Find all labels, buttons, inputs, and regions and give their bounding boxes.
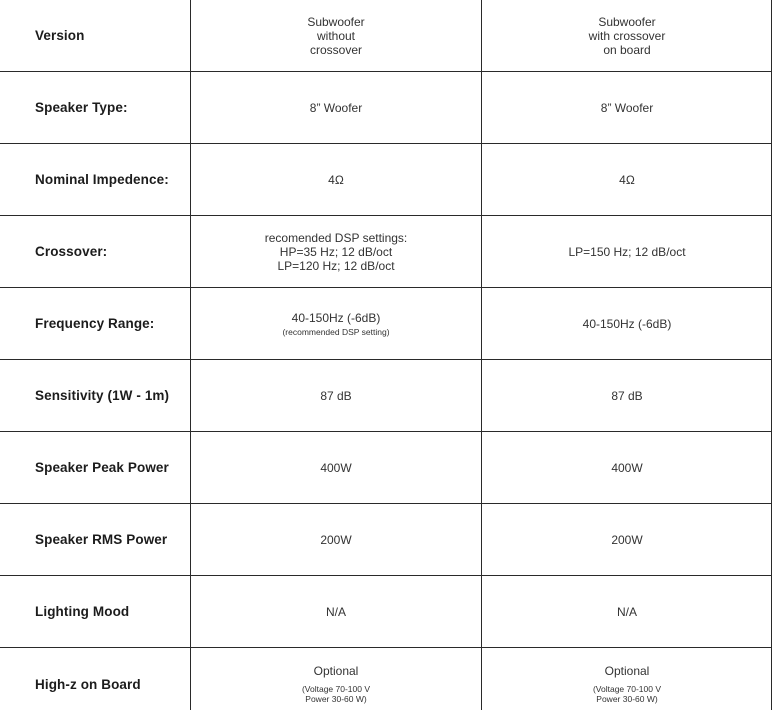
cell-with-crossover: N/A xyxy=(616,604,637,619)
row-label: Lighting Mood xyxy=(35,604,130,619)
row-label: Nominal Impedence: xyxy=(35,172,169,187)
column-divider xyxy=(481,0,482,710)
table-row-version xyxy=(0,0,772,72)
column-divider xyxy=(190,0,191,710)
cell-without-crossover: 8” Woofer xyxy=(309,100,363,115)
cell-with-crossover: Optional (Voltage 70-100 V Power 30-60 W) xyxy=(592,664,662,704)
row-label: Speaker Type: xyxy=(35,100,128,115)
cell-with-crossover: 40-150Hz (-6dB) xyxy=(582,316,672,331)
cell-with-crossover: LP=150 Hz; 12 dB/oct xyxy=(568,244,686,259)
power-note: Power 30-60 W) xyxy=(305,694,367,704)
table-row-sensitivity xyxy=(0,360,772,432)
cell-without-crossover: N/A xyxy=(325,604,346,619)
cell-with-crossover: 87 dB xyxy=(611,388,643,403)
cell-without-crossover: 4Ω xyxy=(328,172,344,187)
row-label: Crossover: xyxy=(35,244,108,259)
cell-without-crossover: 400W xyxy=(320,460,352,475)
table-row-peak-power xyxy=(0,432,772,504)
cell-without-crossover: recomended DSP settings: HP=35 Hz; 12 dB/oct LP=120 Hz; 12 dB/oct xyxy=(264,230,408,273)
voltage-note: (Voltage 70-100 V xyxy=(301,684,371,694)
dsp-note: (recommended DSP setting) xyxy=(282,326,390,337)
row-label: High-z on Board xyxy=(35,676,141,692)
table-row-crossover xyxy=(0,216,772,288)
cell-without-crossover: Subwoofer without crossover xyxy=(307,14,365,57)
row-label: Speaker RMS Power xyxy=(35,532,168,547)
table-row-frequency-range xyxy=(0,288,772,360)
cell-without-crossover: 200W xyxy=(320,532,352,547)
voltage-note: (Voltage 70-100 V xyxy=(592,684,662,694)
cell-without-crossover: 40-150Hz (-6dB) (recommended DSP setting) xyxy=(282,310,390,337)
table-row-high-z xyxy=(0,648,772,720)
row-label: Version xyxy=(35,28,85,43)
table-row-speaker-type xyxy=(0,72,772,144)
cell-with-crossover: 200W xyxy=(611,532,643,547)
power-note: Power 30-60 W) xyxy=(596,694,658,704)
row-label: Speaker Peak Power xyxy=(35,460,169,475)
cell-with-crossover: 4Ω xyxy=(619,172,635,187)
cell-without-crossover: Optional (Voltage 70-100 V Power 30-60 W) xyxy=(301,664,371,704)
cell-without-crossover: 87 dB xyxy=(320,388,352,403)
row-label: Frequency Range: xyxy=(35,316,155,331)
table-row-nominal-impedence xyxy=(0,144,772,216)
row-label: Sensitivity (1W - 1m) xyxy=(35,388,170,403)
table-row-lighting-mood xyxy=(0,576,772,648)
cell-with-crossover: 8” Woofer xyxy=(600,100,654,115)
cell-with-crossover: 400W xyxy=(611,460,643,475)
table-row-rms-power xyxy=(0,504,772,576)
cell-with-crossover: Subwoofer with crossover on board xyxy=(588,14,666,57)
